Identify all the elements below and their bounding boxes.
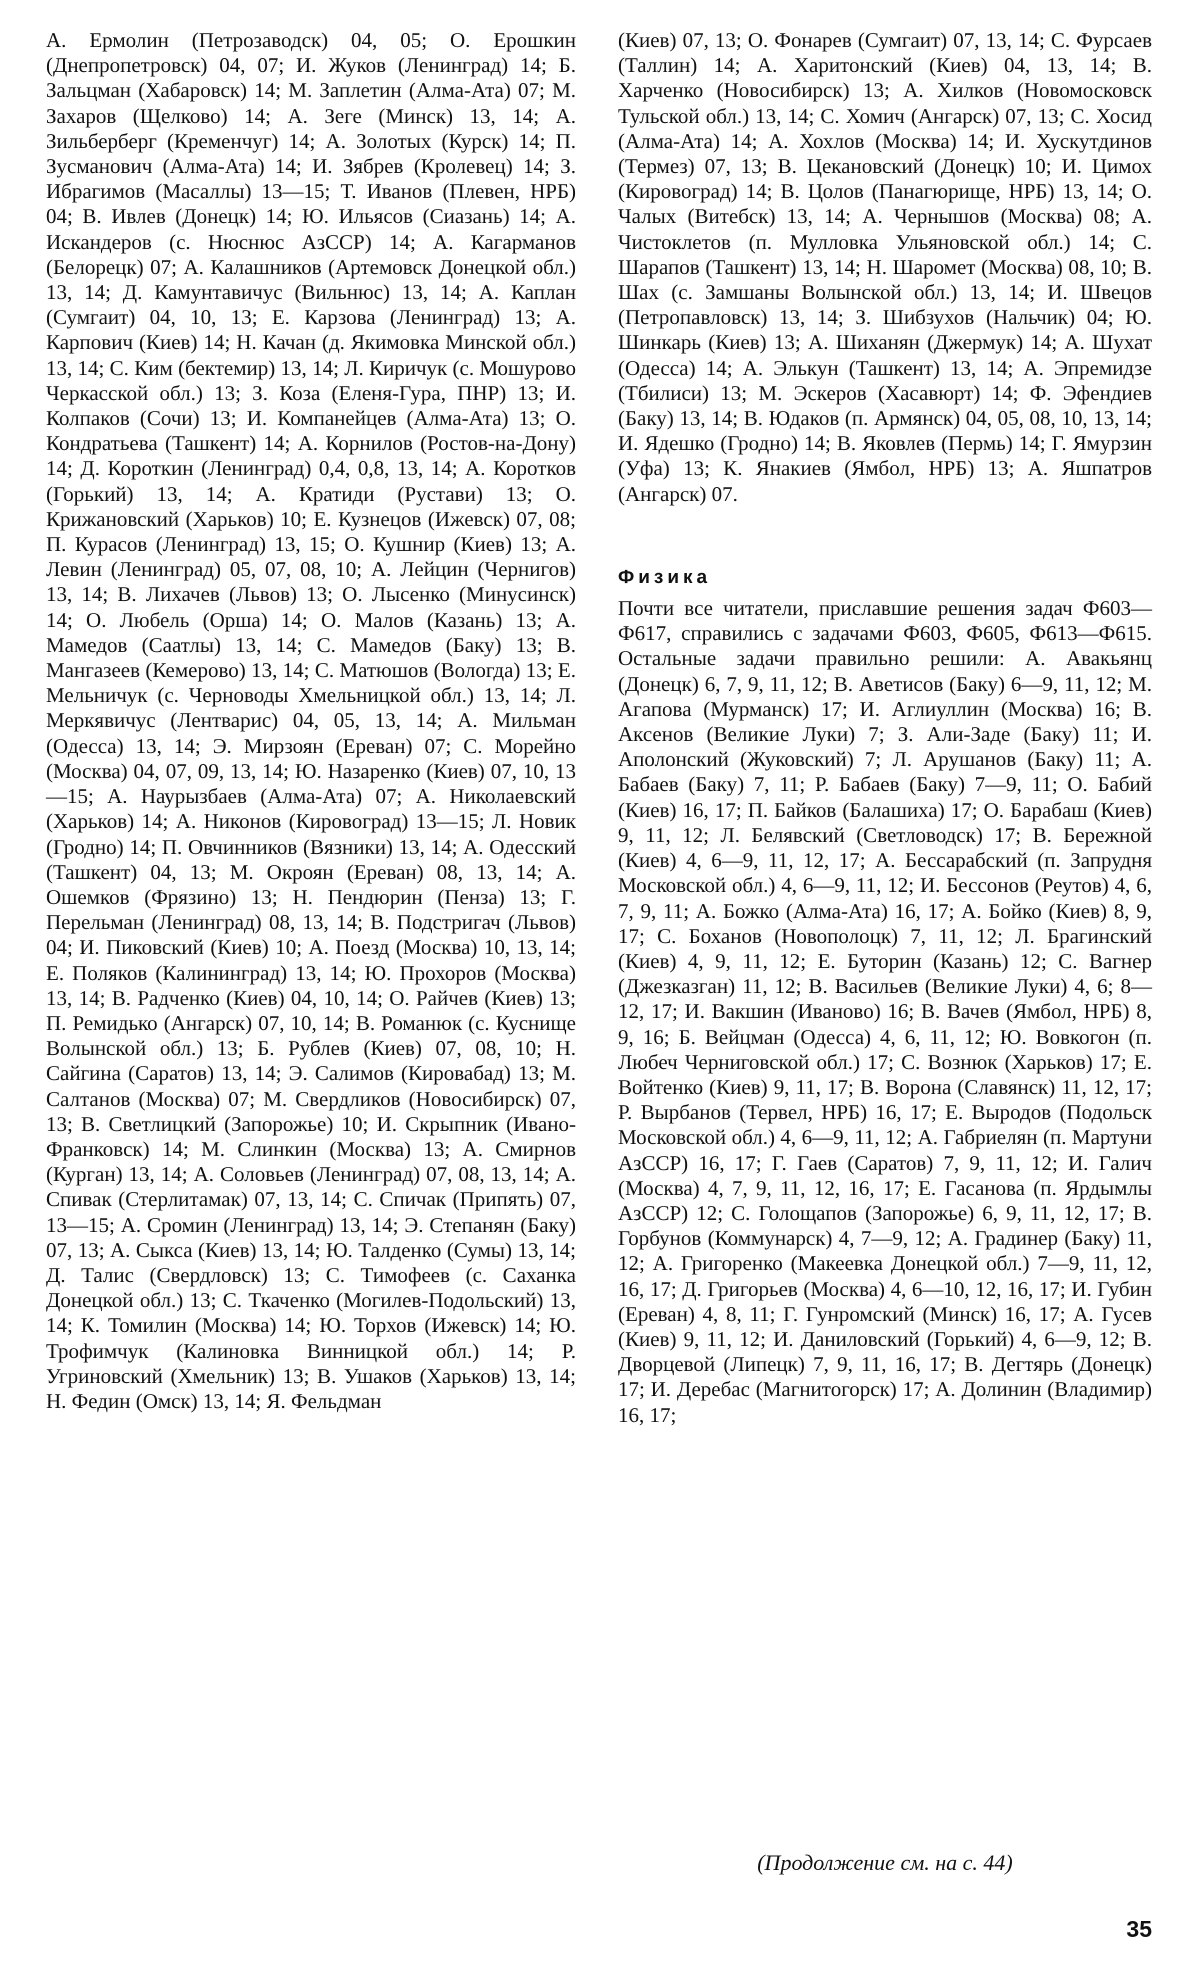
chess-solvers-list: А. Ермолин (Петрозаводск) 04, 05; О. Ерошкин (Днепропетровск) 04, 07; И. Жуков (Ленинград) 14; Б. Зальцман (Хабаровск) 14; М. Заплетин (Алма-Ата) 07; М. Захаров (Щелково) 14; А. Зеге (Минск) 13, 14; А. Зильберберг (Кременчуг) 14; А. Золотых (Курск) 14; П. Зусманович (Алма-Ата) 14; И. Зябрев (Кролевец) 14; З. Ибрагимов (Масаллы) 13—15; Т. Иванов (Плевен, НРБ) 04; В. Ивлев (Донецк) 14; Ю. Ильясов (Сиазань) 14; А. Искандеров (с. Нюснюс АзССР) 14; А. Кагарманов (Белорецк) 07; А. Калашников (Артемовск Донецкой обл.) 13, 14; Д. Камунтавичус (Вильнюс) 13, 14; А. Каплан (Сумгаит) 04, 10, 13; Е. Карзова (Ленинград) 13; А. Карпович (Киев) 14; Н. Качан (д. Якимовка Минской обл.) 13, 14; С. Ким (бектемир) 13, 14; Л. Киричук (с. Мошурово Черкасской обл.) 13; З. Коза (Еленя-Гура, ПНР) 13; И. Колпаков (Сочи) 13; И. Компанейцев (Алма-Ата) 13; О. Кондратьева (Ташкент) 14; А. Корнилов (Ростов-на-Дону) 14; Д. Короткин (Ленинград) 0,4, 0,8, 13, 14; А. Коротков (Горький) 13, 14; А. Кратиди (Рустави) 13; О. Крижановский (Харьков) 10; Е. Кузнецов (Ижевск) 07, 08; П. Курасов (Ленинград) 13, 15; О. Кушнир (Киев) 13; А. Левин (Ленинград) 05, 07, 08, 10; А. Лейцин (Чернигов) 13, 14; В. Лихачев (Львов) 13; О. Лысенко (Минусинск) 14; О. Любель (Орша) 14; О. Малов (Казань) 13; А. Мамедов (Саатлы) 13, 14; С. Мамедов (Баку) 13; В. Мангазеев (Кемерово) 13, 14; С. Матюшов (Вологда) 13; Е. Мельничук (с. Черноводы Хмельницкой обл.) 13, 14; Л. Меркявичус (Лентварис) 04, 05, 13, 14; А. Мильман (Одесса) 13, 14; Э. Мирзоян (Ереван) 07; С. Морейно (Москва) 04, 07, 09, 13, 14; Ю. Назаренко (Киев) 07, 10, 13—15; А. Наурызбаев (Алма-Ата) 07; А. Николаевский (Харьков) 14; А. Никонов (Кировоград) 13—15; Л. Новик (Гродно) 14; П. Овчинников (Вязники) 13, 14; А. Одесский (Ташкент) 04, 13; М. Окроян (Ереван) 08, 13, 14; А. Ошемков (Фрязино) 13; Н. Пендюрин (Пенза) 13; Г. Перельман (Ленинград) 08, 13, 14; В. Подстригач (Львов) 04; И. Пиковский (Киев) 10; А. Поезд (Москва) 10, 13, 14; Е. Поляков (Калининград) 13, 14; Ю. Прохоров (Москва) 13, 14; В. Радченко (Киев) 04, 10, 14; О. Райчев (Киев) 13; П. Ремидько (Ангарск) 07, 10, 14; В. Романюк (с. Куснище Волынской обл.) 13; Б. Рублев (Киев) 07, 08, 10; Н. Сайгина (Саратов) 13, 14; Э. Салимов (Кировабад) 13; М. Салтанов (Москва) 07; М. Свердликов (Новосибирск) 07, 13; В. Светлицкий (Запорожье) 10; И. Скрыпник (Ивано-Франковск) 14; М. Слинкин (Москва) 13; А. Смирнов (Курган) 13, 14; А. Соловьев (Ленинград) 07, 08, 13, 14; А. Спивак (Стерлитамак) 07, 13, 14; С. Спичак (Припять) 07, 13—15; А. Сромин (Ленинград) 13, 14; Э. Степанян (Баку) 07, 13; А. Сыкса (Киев) 13, 14; Ю. Талденко (Сумы) 13, 14; Д. Талис (Свердловск) 13; С. Тимофеев (с. Саханка Донецкой обл.) 13; С. Ткаченко (Могилев-Подольский) 13, 14; К. Томилин (Москва) 14; Ю. Торхов (Ижевск) 14; Ю. Трофимчук (Калиновка Винницкой обл.) 14; Р. Угриновский (Хмельник) 13; В. Ушаков (Харьков) 13, 14; Н. Федин (Омск) 13, 14; Я. Фельдман <box>46 28 576 1413</box>
chess-solvers-list-continued: (Киев) 07, 13; О. Фонарев (Сумгаит) 07, 13, 14; С. Фурсаев (Таллин) 14; А. Харитонский (Киев) 04, 13, 14; В. Харченко (Новосибирск) 13; А. Хилков (Новомосковск Тульской обл.) 13, 14; С. Хомич (Ангарск) 07, 13; С. Хосид (Алма-Ата) 14; А. Хохлов (Москва) 14; И. Хускутдинов (Термез) 07, 13; В. Цекановский (Донецк) 10; И. Цимох (Кировоград) 14; В. Цолов (Панагюрище, НРБ) 13, 14; О. Чалых (Витебск) 13, 14; А. Чернышов (Москва) 08; А. Чистоклетов (п. Мулловка Ульяновской обл.) 14; С. Шарапов (Ташкент) 13, 14; Н. Шаромет (Москва) 08, 10; В. Шах (с. Замшаны Волынской обл.) 13, 14; И. Швецов (Петропавловск) 13, 14; З. Шибзухов (Нальчик) 04; Ю. Шинкарь (Киев) 13; А. Шиханян (Джермук) 14; А. Шухат (Одесса) 14; А. Элькун (Ташкент) 13, 14; А. Эпремидзе (Тбилиси) 13; М. Эскеров (Хасавюрт) 14; Ф. Эфендиев (Баку) 13, 14; В. Юдаков (п. Армянск) 04, 05, 08, 10, 13, 14; И. Ядешко (Гродно) 14; В. Яковлев (Пермь) 14; Г. Ямурзин (Уфа) 13; К. Янакиев (Ямбол, НРБ) 13; А. Яшпатров (Ангарск) 07. <box>618 28 1152 506</box>
physics-section-title: Физика <box>618 566 712 588</box>
right-column <box>618 28 1152 1428</box>
physics-solvers-text: Почти все читатели, приславшие решения задач Ф603—Ф617, справились с задачами Ф603, Ф605, Ф613—Ф615. Остальные задачи правильно решили: А. Авакьянц (Донецк) 6, 7, 9, 11, 12; В. Аветисов (Баку) 6—9, 11, 12; М. Агапова (Мурманск) 17; И. Аглиуллин (Москва) 16; В. Аксенов (Великие Луки) 7; З. Али-Заде (Баку) 11; И. Аполонский (Жуковский) 7; Л. Арушанов (Баку) 11; А. Бабаев (Баку) 7, 11; Р. Бабаев (Баку) 7—9, 11; О. Бабий (Киев) 16, 17; П. Байков (Балашиха) 17; О. Барабаш (Киев) 9, 11, 12; Л. Белявский (Светловодск) 17; В. Бережной (Киев) 4, 6—9, 11, 12, 17; А. Бессарабский (п. Запрудня Московской обл.) 4, 6—9, 11, 12; И. Бессонов (Реутов) 4, 6, 7, 9, 11; А. Божко (Алма-Ата) 16, 17; А. Бойко (Киев) 8, 9, 17; С. Боханов (Новополоцк) 7, 11, 12; Л. Брагинский (Киев) 4, 9, 11, 12; Е. Буторин (Казань) 12; С. Вагнер (Джезказган) 11, 12; В. Васильев (Великие Луки) 4, 6; 8—12, 17; И. Вакшин (Иваново) 16; В. Вачев (Ямбол, НРБ) 8, 9, 16; Б. Вейцман (Одесса) 4, 6, 11, 12; Ю. Вовкогон (п. Любеч Черниговской обл.) 17; С. Вознюк (Харьков) 17; Е. Войтенко (Киев) 9, 11, 17; В. Ворона (Славянск) 11, 12, 17; Р. Вырбанов (Тервел, НРБ) 16, 17; Е. Выродов (Подольск Московской обл.) 4, 6—9, 11, 12; А. Габриелян (п. Мартуни АзССР) 16, 17; Г. Гаев (Саратов) 7, 9, 11, 12; И. Галич (Москва) 4, 7, 9, 11, 12, 16, 17; Е. Гасанова (п. Ярдымлы АзССР) 12; С. Голощапов (Запорожье) 6, 9, 11, 12, 17; В. Горбунов (Коммунарск) 4, 7—9, 12; А. Градинер (Баку) 11, 12; А. Григоренко (Макеевка Донецкой обл.) 7—9, 11, 12, 16, 17; Д. Григорьев (Москва) 4, 6—10, 12, 16, 17; И. Губин (Ереван) 4, 8, 11; Г. Гунромский (Минск) 16, 17; А. Гусев (Киев) 9, 11, 12; И. Даниловский (Горький) 4, 6—9, 12; В. Дворцевой (Липецк) 7, 9, 11, 16, 17; В. Дегтярь (Донецк) 17; И. Деребас (Магнитогорск) 17; А. Долинин (Владимир) 16, 17; <box>618 596 1152 1427</box>
left-column <box>46 28 576 1414</box>
page-number: 35 <box>1126 1916 1152 1942</box>
continuation-note: (Продолжение см. на с. 44) <box>757 1850 1013 1875</box>
